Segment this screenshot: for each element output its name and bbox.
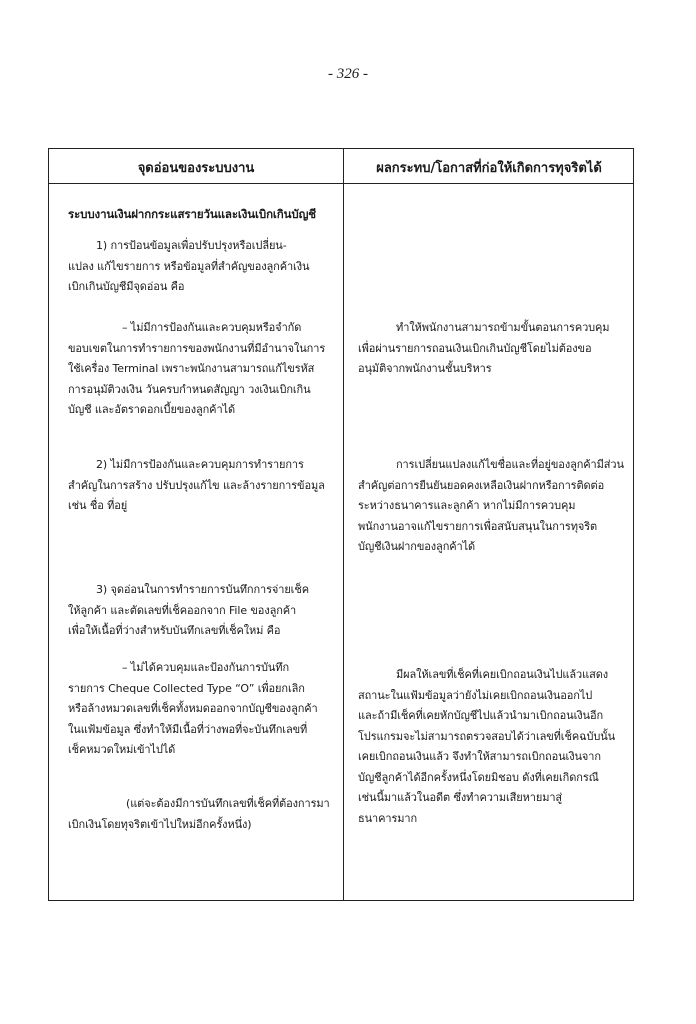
item2-line: สำคัญในการสร้าง ปรับปรุงแก้ไข และล้างรายการข้อมูล: [68, 478, 325, 492]
item1-sub-line: ขอบเขตในการทำรายการของพนักงานที่มีอำนาจในการ: [68, 341, 326, 355]
header-weakness: จุดอ่อนของระบบงาน: [137, 161, 255, 176]
page-number: - 326 -: [328, 66, 368, 82]
item1-sub-line: ใช้เครื่อง Terminal เพราะพนักงานสามารถแก้ไขรหัส: [68, 362, 315, 375]
item3-line: 3) จุดอ่อนในการทำรายการบันทึกการจ่ายเช็ค: [96, 583, 309, 596]
item3-sub-line: เช็คหมวดใหม่เข้าไปได้: [68, 743, 176, 756]
item2-effect-line: ระหว่างธนาคารและลูกค้า หากไม่มีการควบคุม: [358, 499, 576, 512]
item1-sub-line: บัญชี และอัตราดอกเบี้ยของลูกค้าได้: [68, 403, 235, 416]
item3-effect-line: มีผลให้เลขที่เช็คที่เคยเบิกถอนเงินไปแล้วแสดง: [396, 668, 609, 681]
item3-sub-line: – ไม่ได้ควบคุมและป้องกันการบันทึก: [122, 661, 290, 674]
header-impact: ผลกระทบ/โอกาสที่ก่อให้เกิดการทุจริตได้: [376, 161, 602, 176]
item3-note-line: (แต่จะต้องมีการบันทึกเลขที่เช็คที่ต้องการมา: [126, 797, 330, 810]
item3-effect-line: ธนาคารมาก: [358, 811, 418, 825]
section-title: ระบบงานเงินฝากกระแสรายวันและเงินเบิกเกินบัญชี: [68, 207, 316, 221]
item1-line: เบิกเกินบัญชีมีจุดอ่อน คือ: [68, 280, 185, 293]
item1-effect-line: ทำให้พนักงานสามารถข้ามขั้นตอนการควบคุม: [396, 321, 610, 334]
item2-effect-line: สำคัญต่อการยืนยันยอดคงเหลือเงินฝากหรือการติดต่อ: [358, 478, 605, 492]
item1-effect: [358, 318, 609, 380]
item3-sub-line: รายการ Cheque Collected Type “O” เพื่อยกเลิก: [68, 681, 305, 695]
item3-sub-text: [68, 658, 318, 761]
item1-sub-text: [68, 318, 325, 421]
item1-line: 1) การป้อนข้อมูลเพื่อปรับปรุงหรือเปลี่ยน-: [96, 239, 287, 252]
item2-effect-line: การเปลี่ยนแปลงแก้ไขชื่อและที่อยู่ของลูกค้ามีส่วน: [396, 458, 624, 471]
item3-effect-line: บัญชีลูกค้าได้อีกครั้งหนึ่งโดยมิชอบ ดังที่เคยเกิดกรณี: [358, 770, 599, 784]
item1-line: แปลง แก้ไขรายการ หรือข้อมูลที่สำคัญของลูกค้าเงิน: [68, 259, 310, 273]
item3-note-line: เบิกเงินโดยทุจริตเข้าไปใหม่อีกครั้งหนึ่ง): [68, 817, 252, 831]
item3-sub-line: หรือล้างหมวดเลขที่เช็คทั้งหมดออกจากบัญชีของลูกค้า: [68, 702, 318, 715]
column-divider: [343, 149, 344, 900]
item2-text: [68, 455, 325, 517]
item3-text: [68, 580, 309, 642]
item3-sub-line: ในแฟ้มข้อมูล ซึ่งทำให้มีเนื้อที่ว่างพอที่จะบันทึกเลขที่: [68, 722, 308, 736]
item3-note: [68, 794, 330, 835]
item3-effect-line: โปรแกรมจะไม่สามารถตรวจสอบได้ว่าเลขที่เช็คฉบับนั้น: [358, 729, 616, 743]
item1-sub-line: – ไม่มีการป้องกันและควบคุมหรือจำกัด: [122, 321, 302, 334]
item2-effect-line: พนักงานอาจแก้ไขรายการเพื่อสนับสนุนในการทุจริต: [358, 519, 598, 533]
item3-line: ให้ลูกค้า และตัดเลขที่เช็คออกจาก File ของลูกค้า: [68, 603, 297, 617]
item3-effect-line: สถานะในแฟ้มข้อมูลว่ายังไม่เคยเบิกถอนเงินออกไป: [358, 688, 593, 702]
item2-line: เช่น ชื่อ ที่อยู่: [68, 499, 128, 512]
item3-effect-line: เคยเบิกถอนเงินแล้ว จึงทำให้สามารถเบิกถอนเงินจาก: [358, 750, 601, 763]
item3-effect: [358, 665, 615, 829]
item1-effect-line: เพื่อผ่านรายการถอนเงินเบิกเกินบัญชีโดยไม่ต้องขอ: [358, 341, 592, 355]
item1-text: [68, 236, 309, 298]
item3-effect-line: เช่นนี้มาแล้วในอดีต ซึ่งทำความเสียหายมาสู่: [358, 791, 563, 804]
item1-effect-line: อนุมัติจากพนักงานชั้นบริหาร: [358, 362, 492, 375]
header-divider: [49, 183, 633, 184]
item2-effect: [358, 455, 624, 558]
item2-line: 2) ไม่มีการป้องกันและควบคุมการทำรายการ: [96, 458, 304, 471]
item2-effect-line: บัญชีเงินฝากของลูกค้าได้: [358, 540, 476, 553]
item3-effect-line: และถ้ามีเช็คที่เคยหักบัญชีไปแล้วนำมาเบิกถอนเงินอีก: [358, 709, 604, 722]
item3-line: เพื่อให้เนื้อที่ว่างสำหรับบันทึกเลขที่เช็คใหม่ คือ: [68, 624, 281, 637]
item1-sub-line: การอนุมัติวงเงิน วันครบกำหนดสัญญา วงเงินเบิกเกิน: [68, 382, 311, 396]
